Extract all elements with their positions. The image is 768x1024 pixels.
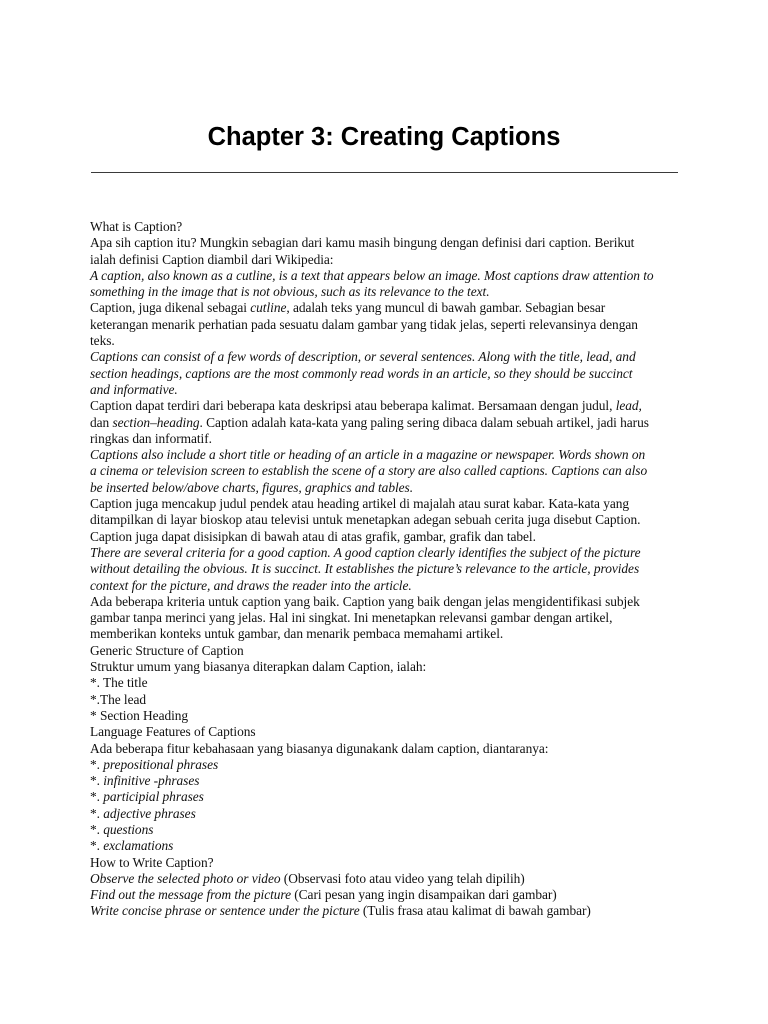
text-line (90, 659, 690, 675)
text-segment: memberikan konteks untuk gambar, dan menarik pembaca memahami artikel. (90, 626, 504, 642)
text-line (90, 724, 690, 740)
text-line (90, 594, 690, 610)
text-line (90, 692, 690, 708)
text-line (90, 480, 690, 496)
text-line (90, 333, 690, 349)
text-line (90, 822, 690, 838)
text-segment: and informative. (90, 381, 178, 397)
text-line (90, 626, 690, 642)
text-segment: * Section Heading (90, 707, 189, 723)
text-segment: *. (90, 773, 104, 789)
text-segment: ialah definisi Caption diambil dari Wikipedia: (90, 251, 334, 267)
text-segment: Generic Structure of Caption (90, 642, 244, 658)
text-line (90, 578, 690, 594)
text-segment: ditampilkan di layar bioskop atau televisi untuk menetapkan adegan sebuah cerita juga disebut Caption. (90, 512, 641, 528)
text-segment: Caption dapat terdiri dari beberapa kata deskripsi atau beberapa kalimat. Bersamaan dengan judul, (90, 398, 616, 414)
text-line (90, 252, 690, 268)
text-segment: *. (90, 789, 104, 805)
text-line (90, 529, 690, 545)
italic-text: lead, (615, 398, 642, 414)
text-line (90, 366, 690, 382)
italic-text: adjective phrases (103, 805, 196, 821)
text-line (90, 675, 690, 691)
text-segment: There are several criteria for a good caption. A good caption clearly identifies the subject of the picture (90, 544, 641, 560)
text-segment: (Observasi foto atau video yang telah dipilih) (280, 870, 525, 886)
italic-text: section–heading (112, 414, 200, 430)
text-line (90, 284, 690, 300)
text-segment: Struktur umum yang biasanya diterapkan dalam Caption, ialah: (90, 659, 427, 675)
text-line (90, 773, 690, 789)
text-segment: be inserted below/above charts, figures, graphics and tables. (90, 479, 414, 495)
text-line (90, 741, 690, 757)
text-line (90, 561, 690, 577)
text-segment: context for the picture, and draws the reader into the article. (90, 577, 412, 593)
text-segment: *. (90, 838, 104, 854)
italic-text: participial phrases (103, 789, 204, 805)
text-segment: What is Caption? (90, 219, 183, 234)
text-segment: Ada beberapa fitur kebahasaan yang biasanya digunakank dalam caption, diantaranya: (90, 740, 549, 756)
text-line (90, 463, 690, 479)
text-line (90, 447, 690, 463)
text-line (90, 545, 690, 561)
text-line (90, 887, 690, 903)
text-segment: a cinema or television screen to establish the scene of a story are also called captions. Captions can also (90, 463, 648, 479)
text-line (90, 871, 690, 887)
text-line (90, 349, 690, 365)
italic-text: Observe the selected photo or video (90, 870, 281, 886)
text-line (90, 512, 690, 528)
text-line (90, 300, 690, 316)
chapter-title: Chapter 3: Creating Captions (207, 123, 561, 151)
text-line (90, 398, 690, 414)
text-segment: keterangan menarik perhatian pada sesuatu dalam gambar yang tidak jelas, seperti relevansinya dengan (90, 316, 638, 332)
text-line (90, 789, 690, 805)
text-line (90, 708, 690, 724)
text-segment: Language Features of Captions (90, 724, 256, 740)
text-line (90, 268, 690, 284)
italic-text: Find out the message from the picture (90, 887, 291, 903)
text-segment: Captions can consist of a few words of description, or several sentences. Along with the title, lead, and (90, 349, 636, 365)
italic-text: prepositional phrases (103, 756, 219, 772)
text-segment: *. (90, 805, 104, 821)
text-line (90, 855, 690, 871)
text-segment: Captions also include a short title or heading of an article in a magazine or newspaper. Words shown on (90, 447, 646, 463)
text-line (90, 235, 690, 251)
text-line (90, 838, 690, 854)
italic-text: questions (103, 821, 154, 837)
text-segment: Caption juga mencakup judul pendek atau heading artikel di majalah atau surat kabar. Kata-kata yang (90, 496, 630, 512)
text-segment: Ada beberapa kriteria untuk caption yang baik. Caption yang baik dengan jelas mengidentifikasi subjek (90, 593, 640, 609)
title-divider (91, 172, 678, 173)
italic-text: cutline (250, 300, 287, 316)
text-segment: Caption, juga dikenal sebagai (90, 300, 251, 316)
text-segment: *. (90, 756, 104, 772)
text-segment: something in the image that is not obvious, such as its relevance to the text. (90, 284, 490, 300)
text-line (90, 903, 690, 919)
text-line (90, 415, 690, 431)
text-segment: A caption, also known as a cutline, is a text that appears below an image. Most captions draw attention to (90, 267, 654, 283)
text-line (90, 219, 690, 235)
text-line (90, 610, 690, 626)
text-segment: . Caption adalah kata-kata yang paling sering dibaca dalam sebuah artikel, jadi harus (199, 414, 649, 430)
text-segment: gambar tanpa merinci yang jelas. Hal ini singkat. Ini menetapkan relevansi gambar dengan artikel, (90, 610, 613, 626)
text-line (90, 806, 690, 822)
text-segment: teks. (90, 333, 115, 349)
text-line (90, 643, 690, 659)
text-segment: dan (90, 414, 113, 430)
text-segment: *. (90, 821, 104, 837)
text-segment: *.The lead (90, 691, 147, 707)
text-segment: Apa sih caption itu? Mungkin sebagian dari kamu masih bingung dengan definisi dari caption. Berikut (90, 235, 635, 251)
text-segment: *. The title (90, 675, 148, 691)
text-segment: How to Write Caption? (90, 854, 214, 870)
text-line (90, 431, 690, 447)
text-segment: Caption juga dapat disisipkan di bawah atau di atas grafik, gambar, grafik dan tabel. (90, 528, 536, 544)
italic-text: exclamations (103, 838, 174, 854)
italic-text: Write concise phrase or sentence under the picture (90, 903, 360, 919)
text-segment: (Cari pesan yang ingin disampaikan dari gambar) (290, 887, 557, 903)
text-segment: (Tulis frasa atau kalimat di bawah gambar) (359, 903, 591, 919)
text-line (90, 496, 690, 512)
body-text (90, 219, 690, 920)
text-segment: without detailing the obvious. It is succinct. It establishes the picture’s relevance to the article, provides (90, 561, 640, 577)
text-line (90, 317, 690, 333)
text-line (90, 757, 690, 773)
italic-text: infinitive -phrases (103, 773, 200, 789)
text-segment: ringkas dan informatif. (90, 430, 212, 446)
text-segment: , adalah teks yang muncul di bawah gambar. Sebagian besar (286, 300, 606, 316)
text-segment: section headings, captions are the most commonly read words in an article, so they should be succinct (90, 365, 633, 381)
text-line (90, 382, 690, 398)
